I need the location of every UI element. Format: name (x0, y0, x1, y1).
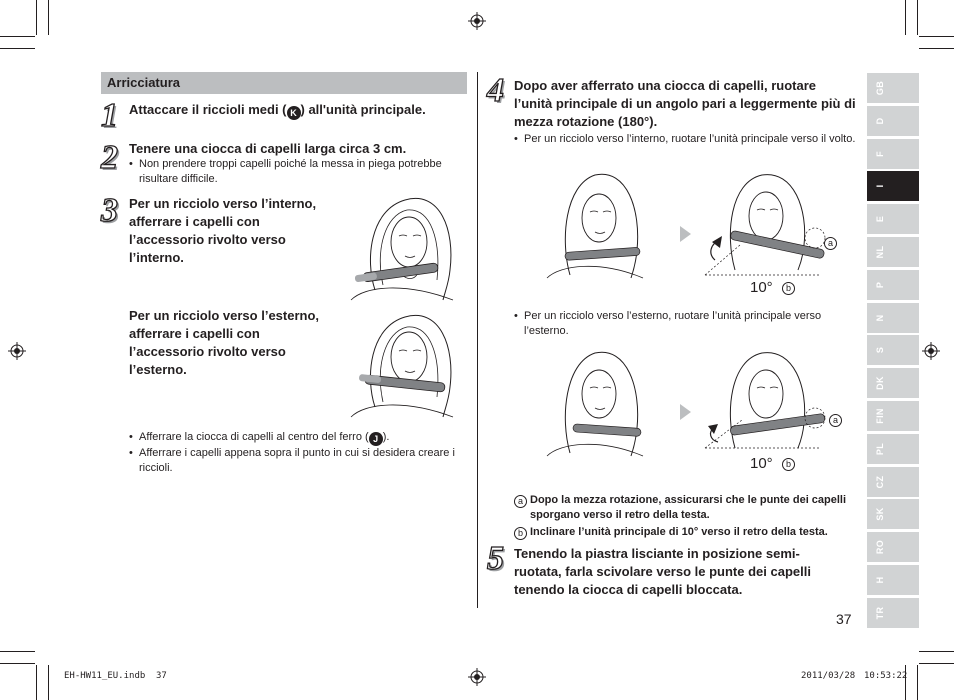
arrow-right-icon (680, 404, 691, 420)
crop-mark (905, 0, 906, 35)
bullet-text: • Non prendere troppi capelli poiché la messa in piega potrebbe risultare difficile. (129, 157, 469, 187)
language-tab-cz[interactable] (867, 467, 919, 497)
language-tab-label: N (875, 314, 885, 322)
arrow-right-icon (680, 226, 691, 242)
bullet-text: • Per un ricciolo verso l’interno, ruotare l’unità principale verso il volto. (514, 132, 856, 147)
language-tab-nl[interactable] (867, 237, 919, 267)
crop-mark (917, 665, 918, 700)
step-title: Per un ricciolo verso l’interno, afferrare i capelli con l’accessorio rivolto verso l’interno. (129, 196, 317, 265)
illustration-outward-start (545, 348, 645, 458)
step-title: Dopo aver afferrato una ciocca di capelli, ruotare l’unità principale di un angolo pari a leggermente più di mezza rotazione (180°). (514, 78, 856, 129)
language-tab-label: H (875, 576, 885, 584)
language-tab-label: P (875, 281, 885, 289)
language-tab-fin[interactable] (867, 401, 919, 431)
step-number: 4 (487, 72, 504, 109)
language-tab-dk[interactable] (867, 368, 919, 398)
angle-label: 10° (750, 279, 773, 296)
language-tab-s[interactable] (867, 335, 919, 365)
angle-label: 10° (750, 455, 773, 472)
crop-mark (0, 36, 35, 37)
section-header: Arricciatura (101, 72, 467, 94)
illustration-inward-curl (345, 190, 463, 302)
crop-mark (36, 0, 37, 35)
language-tab-p[interactable] (867, 270, 919, 300)
crop-mark (919, 36, 954, 37)
crop-mark (919, 48, 954, 49)
language-tab-label: E (875, 215, 885, 223)
language-tab-e[interactable] (867, 204, 919, 234)
language-tab-n[interactable] (867, 303, 919, 333)
note-a: a Dopo la mezza rotazione, assicurarsi che le punte dei capelli sporgano verso il retro della testa. (514, 493, 856, 523)
language-tab-label: CZ (875, 475, 885, 489)
language-tab-gb[interactable] (867, 73, 919, 103)
language-tab-pl[interactable] (867, 434, 919, 464)
language-tab-label: SK (875, 507, 885, 521)
language-tab-tr[interactable] (867, 598, 919, 628)
language-tab-label: DK (875, 376, 885, 390)
bullet-text: • Afferrare la ciocca di capelli al centro del ferro ( J ). (129, 430, 459, 446)
language-tab-label: GB (875, 80, 885, 96)
step-number: 3 (101, 192, 118, 229)
bullet-text: • Afferrare i capelli appena sopra il punto in cui si desidera creare i riccioli. (129, 446, 459, 476)
step-title: Tenere una ciocca di capelli larga circa 3 cm. (129, 141, 407, 156)
footer-page: 37 (156, 671, 167, 681)
illustration-outward-rotated (700, 348, 840, 470)
language-tab-label: F (875, 151, 885, 157)
step-number: 2 (101, 139, 118, 176)
crop-mark (48, 665, 49, 700)
step-title: Per un ricciolo verso l’esterno, afferrare i capelli con l’accessorio rivolto verso l’esterno. (129, 308, 320, 377)
step-number: 1 (101, 97, 118, 134)
language-tab-ro[interactable] (867, 532, 919, 562)
registration-mark-icon (468, 668, 486, 686)
language-tab-label: D (875, 117, 885, 125)
marker-b: b (782, 282, 795, 295)
crop-mark (0, 48, 35, 49)
language-tab-h[interactable] (867, 565, 919, 595)
crop-mark (917, 0, 918, 35)
step-title: Tenendo la piastra lisciante in posizione semi-ruotata, farla scivolare verso le punte dei capelli tenendo la ciocca di capelli bloccata. (514, 546, 811, 597)
language-tab-label: FIN (875, 408, 885, 424)
footer-time: 10:53:22 (864, 671, 908, 681)
column-divider (477, 72, 478, 608)
language-tab-f[interactable] (867, 139, 919, 169)
page-number: 37 (836, 611, 852, 627)
language-tab-label: NL (875, 245, 885, 259)
language-tab-label: S (875, 346, 885, 354)
bullet-text: • Per un ricciolo verso l’esterno, ruotare l’unità principale verso l’esterno. (514, 309, 856, 339)
attachment-j-icon: J (369, 432, 383, 446)
language-tab-i[interactable] (867, 171, 919, 201)
crop-mark (36, 665, 37, 700)
illustration-outward-curl (345, 307, 463, 419)
illustration-inward-start (545, 170, 645, 280)
illustration-inward-rotated (700, 170, 840, 295)
crop-mark (48, 0, 49, 35)
crop-mark (0, 663, 35, 664)
language-tab-label: PL (875, 442, 885, 456)
registration-mark-icon (8, 342, 26, 360)
step-number: 5 (487, 540, 504, 577)
crop-mark (919, 651, 954, 652)
crop-mark (0, 651, 35, 652)
step-title: Attaccare il riccioli medi ( K ) all'unità principale. (129, 102, 426, 118)
language-tab-label: RO (875, 539, 885, 555)
footer-file: EH-HW11_EU.indb (64, 671, 146, 681)
footer-date: 2011/03/28 (801, 671, 856, 681)
attachment-k-icon: K (287, 106, 301, 120)
registration-mark-icon (468, 12, 486, 30)
marker-a: a (829, 414, 842, 427)
marker-b: b (782, 458, 795, 471)
note-b: b Inclinare l’unità principale di 10° verso il retro della testa. (514, 525, 856, 540)
language-tab-label: TR (875, 606, 885, 620)
language-tab-label: I (875, 184, 885, 188)
language-tab-sk[interactable] (867, 499, 919, 529)
marker-a: a (824, 237, 837, 250)
crop-mark (919, 663, 954, 664)
registration-mark-icon (922, 342, 940, 360)
language-tab-d[interactable] (867, 106, 919, 136)
